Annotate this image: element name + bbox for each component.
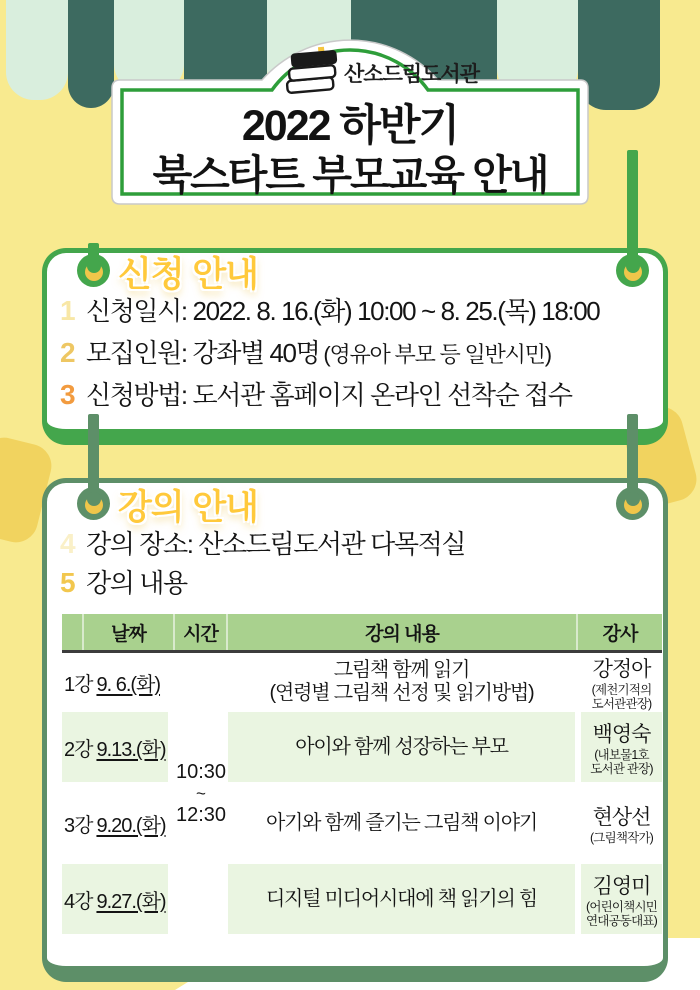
- date-cell: [62, 864, 168, 934]
- pin-icon: [616, 487, 649, 520]
- content-cell: [228, 784, 575, 862]
- lecturer-name: 백영숙: [592, 723, 651, 746]
- pin-icon: [616, 254, 649, 287]
- lecture-topic-sub: (연령별 그림책 선정 및 읽기방법): [269, 682, 534, 704]
- item-text: 모집인원: 강좌별 40명: [86, 338, 320, 368]
- date-cell: [62, 784, 168, 862]
- poster-title-line1: 2022 하반기: [241, 102, 459, 150]
- date-cell: [62, 712, 168, 782]
- item-number: 2: [60, 337, 76, 368]
- lecture-topic: 아이와 함께 성장하는 부모: [295, 735, 508, 758]
- info-item: [60, 563, 646, 600]
- lecturer-desc: (내보물1호: [594, 748, 649, 762]
- item-text: 신청일시: 2022. 8. 16.(화) 10:00 ~ 8. 25.(목) 18:00: [86, 296, 600, 326]
- session-number: 4강: [64, 890, 93, 913]
- item-number: 3: [60, 379, 76, 410]
- session-date: 9.27.(화): [96, 890, 166, 913]
- lecturer-name: 강정아: [592, 658, 651, 681]
- item-number: 5: [60, 567, 76, 598]
- time-end: 12:30: [175, 804, 227, 826]
- info-item: [60, 291, 646, 328]
- table-header-rule: [62, 650, 662, 653]
- table-header-time: 시간: [175, 614, 228, 650]
- lecture-topic: 아기와 함께 즐기는 그림책 이야기: [265, 811, 538, 834]
- lecturer-name: 현상선: [592, 806, 651, 829]
- content-cell: [228, 864, 575, 934]
- session-number: 3강: [64, 814, 93, 837]
- item-subtext: (영유아 부모 등 일반시민): [323, 342, 551, 367]
- lecturer-desc: 도서관관장): [591, 697, 652, 711]
- table-header-row: [62, 614, 662, 650]
- table-header-lecturer: 강사: [602, 623, 638, 645]
- item-number: 1: [60, 295, 76, 326]
- content-cell: [228, 654, 575, 710]
- session-number: 2강: [64, 738, 93, 761]
- library-name: 산소드림도서관: [344, 63, 480, 86]
- pin-icon: [77, 254, 110, 287]
- info-item: [60, 375, 646, 412]
- poster-title-line2: 북스타트 부모교육 안내: [152, 152, 548, 198]
- time-tilde: ~: [196, 784, 206, 803]
- table-header-date: 날짜: [84, 614, 175, 650]
- item-text: 강의 내용: [86, 568, 187, 598]
- item-text: 신청방법: 도서관 홈페이지 온라인 선착순 접수: [86, 380, 572, 410]
- session-date: 9.20.(화): [96, 814, 166, 837]
- item-text: 강의 장소: 산소드림도서관 다목적실: [86, 529, 466, 559]
- awning-stripe: [6, 0, 68, 100]
- lecturer-desc: 연대공동대표): [585, 914, 657, 928]
- lecture-topic: 디지털 미디어시대에 책 읽기의 힘: [265, 887, 538, 910]
- lecturer-cell: [581, 864, 662, 934]
- lecturer-name: 김영미: [592, 875, 651, 898]
- session-date: 9.13.(화): [96, 738, 166, 761]
- info-item: [60, 333, 646, 370]
- schedule-table: [62, 614, 662, 936]
- time-start: 10:30: [175, 761, 227, 783]
- lecturer-cell: [581, 654, 662, 710]
- date-cell: [62, 654, 168, 710]
- lecturer-desc: (그림책작가): [589, 831, 654, 845]
- apply-heading: 신청 안내: [118, 255, 258, 294]
- lecturer-desc: 도서관 관장): [590, 762, 653, 776]
- lecturer-cell: [581, 784, 662, 862]
- content-cell: [228, 712, 575, 782]
- info-item: [60, 524, 646, 561]
- table-header-blank: [62, 614, 84, 650]
- lecture-topic: 그림책 함께 읽기: [333, 659, 470, 681]
- lecturer-cell: [581, 712, 662, 782]
- item-number: 4: [60, 528, 76, 559]
- pin-icon: [77, 487, 110, 520]
- books-icon: [282, 46, 340, 96]
- session-date: 9. 6.(화): [96, 673, 161, 696]
- table-header-content: 강의 내용: [228, 614, 578, 650]
- time-cell: [174, 654, 228, 934]
- session-number: 1강: [64, 673, 93, 696]
- lecturer-desc: (어린이책시민: [585, 900, 657, 914]
- lecture-heading: 강의 안내: [118, 488, 258, 527]
- lecturer-desc: (제천기적의: [591, 683, 652, 697]
